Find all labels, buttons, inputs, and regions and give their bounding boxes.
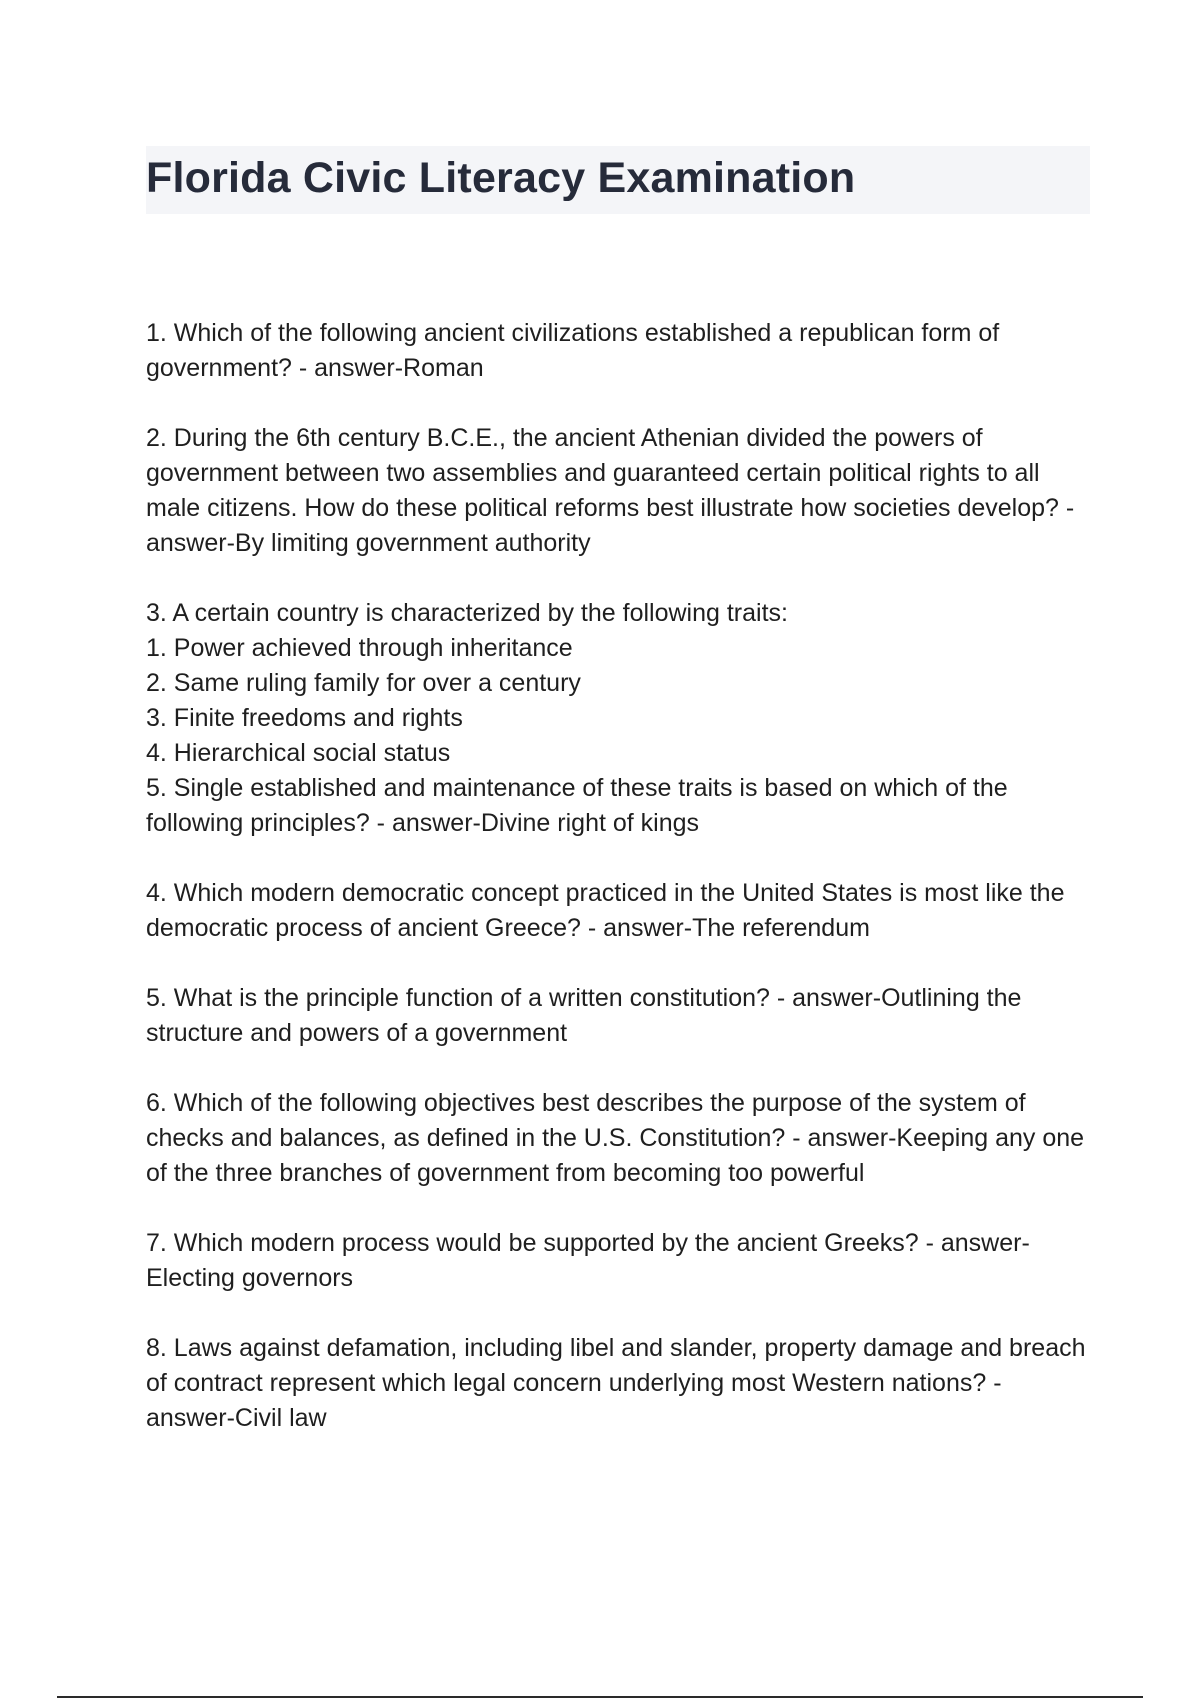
question-item <box>146 876 1096 946</box>
question-item <box>146 981 1096 1051</box>
question-text: 7. Which modern process would be supported by the ancient Greeks? - answer-Electing governors <box>146 1229 1030 1292</box>
question-item <box>146 316 1096 386</box>
trait-line: 4. Hierarchical social status <box>146 739 451 767</box>
question-item <box>146 1086 1096 1191</box>
trait-line: 5. Single established and maintenance of these traits is based on which of the following principles? - answer-Divine right of kings <box>146 774 1008 837</box>
trait-line: 1. Power achieved through inheritance <box>146 634 573 662</box>
page-title: Florida Civic Literacy Examination <box>146 154 856 202</box>
question-item <box>146 421 1096 561</box>
question-text: 1. Which of the following ancient civilizations established a republican form of government? - answer-Roman <box>146 319 1000 382</box>
questions-list <box>146 316 1096 1471</box>
question-text: 3. A certain country is characterized by the following traits: <box>146 599 788 627</box>
question-text: 5. What is the principle function of a written constitution? - answer-Outlining the structure and powers of a government <box>146 984 1022 1047</box>
question-text: 2. During the 6th century B.C.E., the ancient Athenian divided the powers of government between two assemblies and guaranteed certain political rights to all male citizens. How do these political reforms best illustrate how societies develop? - answer-By limiting government authority <box>146 424 1075 557</box>
question-item <box>146 1331 1096 1436</box>
trait-line: 3. Finite freedoms and rights <box>146 704 463 732</box>
question-item <box>146 1226 1096 1296</box>
trait-line: 2. Same ruling family for over a century <box>146 669 581 697</box>
question-text: 6. Which of the following objectives best describes the purpose of the system of checks and balances, as defined in the U.S. Constitution? - answer-Keeping any one of the three branches of government from becoming too powerful <box>146 1089 1085 1187</box>
page-bottom-divider <box>57 1696 1143 1698</box>
question-item <box>146 596 1096 841</box>
question-text: 8. Laws against defamation, including libel and slander, property damage and breach of contract represent which legal concern underlying most Western nations? - answer-Civil law <box>146 1334 1086 1432</box>
question-text: 4. Which modern democratic concept practiced in the United States is most like the democratic process of ancient Greece? - answer-The referendum <box>146 879 1065 942</box>
